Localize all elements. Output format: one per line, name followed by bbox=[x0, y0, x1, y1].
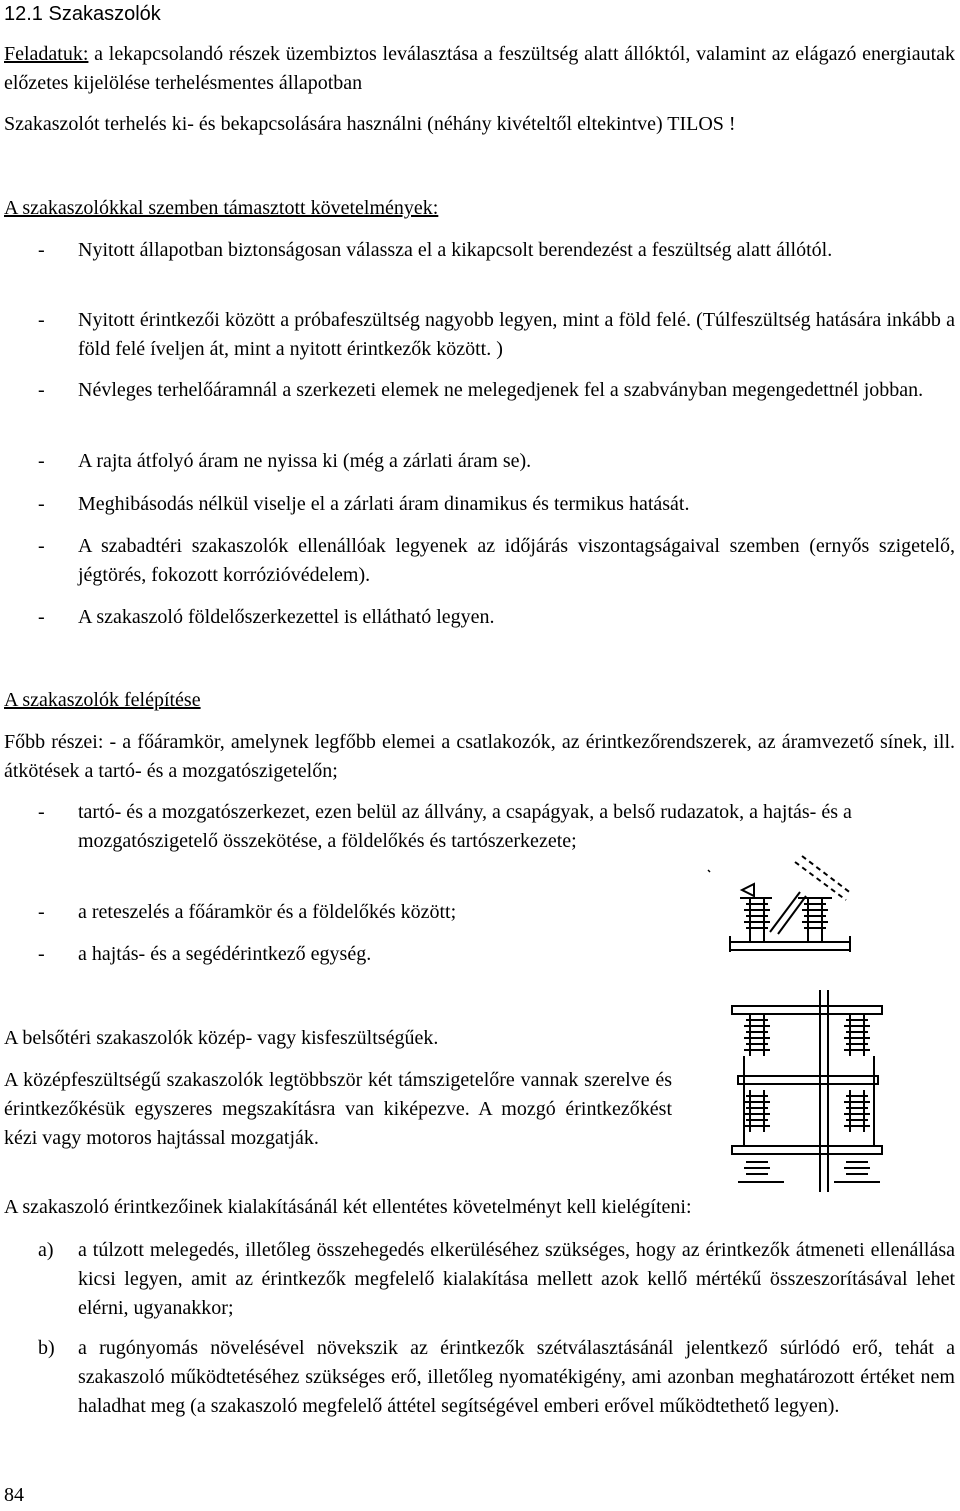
construction-text: a reteszelés a főáramkör és a földelőkés között; bbox=[78, 901, 457, 923]
requirement-item bbox=[4, 490, 955, 519]
requirement-text: A szakaszoló földelőszerkezettel is ellátható legyen. bbox=[78, 606, 495, 628]
main-parts-paragraph: Főbb részei: - a főáramkör, amelynek legfőbb elemei a csatlakozók, az érintkezőrendszerek, az áramvezető sínek, ill. átkötések a tartó- és a mozgatószigetelőn; bbox=[4, 731, 955, 782]
requirement-item bbox=[4, 603, 955, 632]
construction-text-content: tartó- és a mozgatószerkezet, ezen belül az állvány, a csapágyak, a belső rudazatok, a hajtás- és a mozgatószigetelő összekötése, a földelőkés és tartószerkezete; bbox=[78, 801, 852, 852]
requirement-text: A szabadtéri szakaszolók ellenállóak legyenek az időjárás viszontagságaival szemben (ernyős szigetelő, jégtörés, fokozott korrózióvédelem). bbox=[78, 535, 955, 586]
list-dash: - bbox=[38, 901, 45, 923]
task-paragraph bbox=[4, 40, 955, 98]
list-marker: b) bbox=[38, 1337, 55, 1359]
requirement-item bbox=[4, 236, 955, 294]
requirements-heading bbox=[4, 194, 955, 223]
construction-text: a hajtás- és a segédérintkező egység. bbox=[78, 943, 372, 965]
list-dash: - bbox=[38, 535, 45, 557]
list-dash: - bbox=[38, 801, 45, 823]
indoor-paragraph-2: A középfeszültségű szakaszolók legtöbbször két támszigetelőre vannak szerelve és érintkezőkésük egyszeres megszakításra van kiképezve. A mozgó érintkezőkést kézi vagy motoros hajtással mozgatják. bbox=[4, 1069, 672, 1149]
disconnector-sketch-figure bbox=[700, 852, 860, 968]
requirement-text: Névleges terhelőáramnál a szerkezeti elemek ne melegedjenek fel a szabványban megengedettnél jobban. bbox=[78, 379, 924, 401]
construction-heading bbox=[4, 686, 955, 715]
requirement-item bbox=[4, 532, 955, 590]
list-dash: - bbox=[38, 379, 45, 401]
construction-heading-text: A szakaszolók felépítése bbox=[4, 689, 201, 711]
task-text: a lekapcsolandó részek üzembiztos leválasztása a feszültség alatt állóktól, valamint az elágazó energiautak előzetes kijelölése terhelésmentes állapotban bbox=[4, 43, 955, 94]
list-dash: - bbox=[38, 943, 45, 965]
list-dash: - bbox=[38, 450, 45, 472]
warning-paragraph: Szakaszolót terhelés ki- és bekapcsolására használni (néhány kivételtől eltekintve) TILOS ! bbox=[4, 113, 736, 135]
list-dash: - bbox=[38, 309, 45, 331]
indoor-paragraph-3: A szakaszoló érintkezőinek kialakításánál két ellentétes követelményt kell kielégíteni: bbox=[4, 1196, 692, 1218]
list-dash: - bbox=[38, 493, 45, 515]
construction-text bbox=[78, 798, 955, 856]
requirement-item bbox=[4, 376, 955, 434]
requirement-text: Nyitott állapotban biztonságosan válassza el a kikapcsolt berendezést a feszültség alatt állótól. bbox=[78, 239, 833, 261]
contact-text: a rugónyomás növelésével növekszik az érintkezők szétválasztásánál jelentkező súrlódó erő, tehát a szakaszoló működtetéséhez szükséges erő, illetőleg nyomatékigény, ami azonban meghatározott értéket nem haladhat meg (a szakaszoló megfelelő áttétel segítségével emberi erővel működtethető legyen). bbox=[78, 1337, 955, 1417]
contact-item bbox=[4, 1236, 955, 1323]
indoor-paragraph-1: A belsőtéri szakaszolók közép- vagy kisfeszültségűek. bbox=[4, 1027, 439, 1049]
list-marker: a) bbox=[38, 1239, 54, 1261]
requirement-text: A rajta átfolyó áram ne nyissa ki (még a zárlati áram se). bbox=[78, 450, 532, 472]
list-dash: - bbox=[38, 606, 45, 628]
requirement-text: Nyitott érintkezői között a próbafeszültség nagyobb legyen, mint a föld felé. (Túlfeszültség hatására inkább a föld felé íveljen át, mint a nyitott érintkezők között. ) bbox=[78, 309, 955, 360]
section-heading: 12.1 Szakaszolók bbox=[4, 3, 161, 25]
page-number: 84 bbox=[4, 1484, 24, 1506]
task-label: Feladatuk: bbox=[4, 43, 89, 65]
requirement-item bbox=[4, 447, 955, 476]
requirements-heading-text: A szakaszolókkal szemben támasztott követelmények: bbox=[4, 197, 439, 219]
indoor-disconnector-figure bbox=[724, 986, 888, 1196]
requirement-text: Meghibásodás nélkül viselje el a zárlati áram dinamikus és termikus hatását. bbox=[78, 493, 690, 515]
list-dash: - bbox=[38, 239, 45, 261]
requirement-item bbox=[4, 306, 955, 364]
contact-item bbox=[4, 1334, 955, 1450]
contact-text: a túlzott melegedés, illetőleg összehegedés elkerüléséhez szükséges, hogy az érintkezők átmeneti ellenállása kicsi legyen, amit az érintkezők megfelelő kialakítása mellett azok kellő mértékű összeszorításával lehet elérni, ugyanakkor; bbox=[78, 1239, 955, 1319]
